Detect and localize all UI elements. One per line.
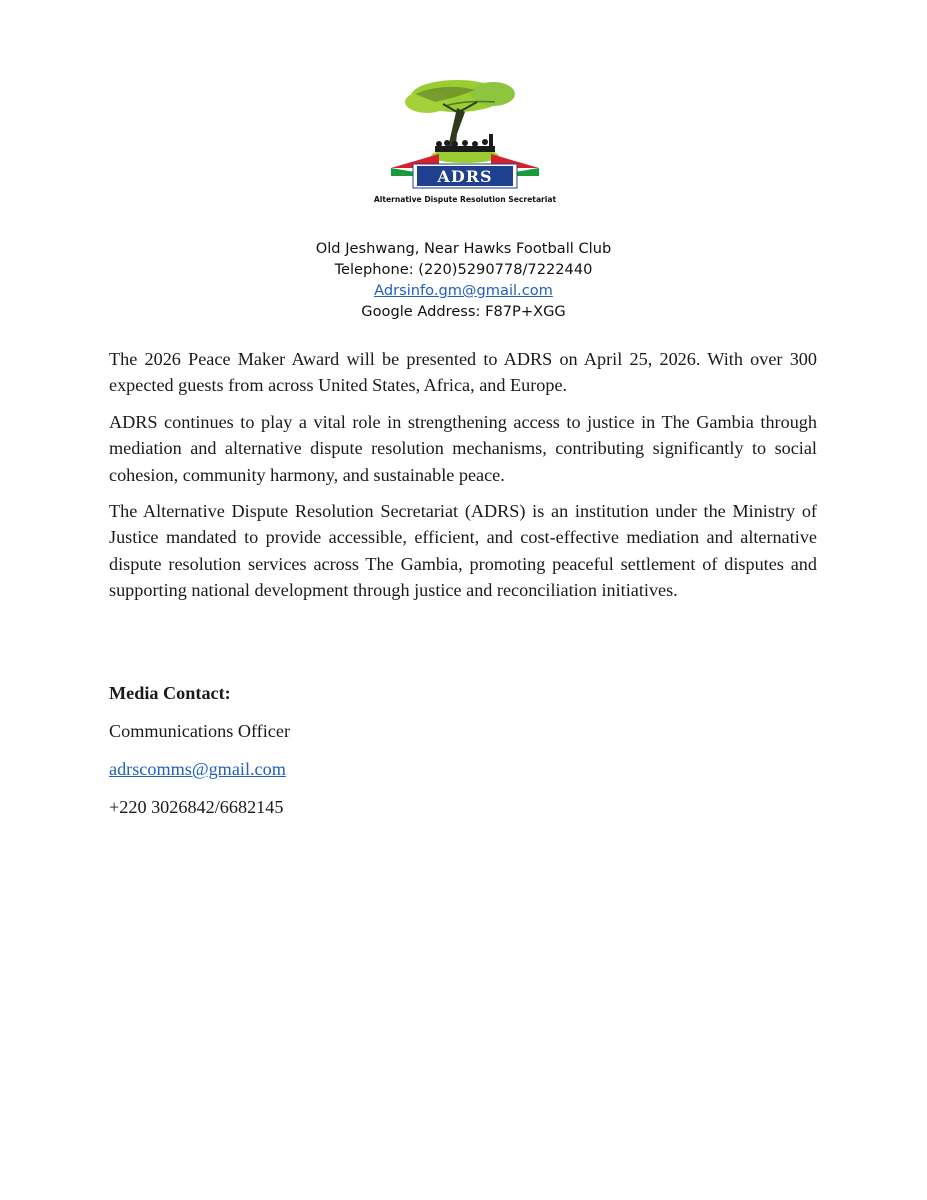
press-release-body — [109, 346, 817, 614]
address-block — [0, 238, 927, 322]
media-contact-heading: Media Contact: — [109, 683, 231, 703]
paragraph-about: The Alternative Dispute Resolution Secretariat (ADRS) is an institution under the Ministry of Justice mandated to provide accessible, efficient, and cost-effective mediation and alternative dispute resolution services across The Gambia, promoting peaceful settlement of disputes and supporting national development through justice and reconciliation initiatives. — [109, 501, 817, 601]
paragraph-role: ADRS continues to play a vital role in strengthening access to justice in The Gambia through mediation and alternative dispute resolution mechanisms, contributing significantly to social cohesion, community harmony, and sustainable peace. — [109, 411, 817, 485]
office-email-link[interactable]: Adrsinfo.gm@gmail.com — [374, 282, 553, 299]
paragraph-award: The 2026 Peace Maker Award will be presented to ADRS on April 25, 2026. With over 300 expected guests from across United States, Africa, and Europe. — [109, 349, 817, 396]
tree-logo-icon — [373, 72, 557, 210]
address-line: Old Jeshwang, Near Hawks Football Club — [315, 240, 612, 257]
media-contact — [109, 680, 817, 832]
google-address-line: Google Address: F87P+XGG — [361, 303, 566, 320]
telephone-line: Telephone: (220)5290778/7222440 — [334, 261, 593, 278]
logo-acronym: ADRS — [437, 167, 493, 186]
logo-caption: Alternative Dispute Resolution Secretariat — [373, 195, 557, 204]
contact-phone: +220 3026842/6682145 — [109, 797, 284, 817]
contact-email-link[interactable]: adrscomms@gmail.com — [109, 759, 286, 779]
adrs-logo — [373, 72, 557, 210]
contact-role: Communications Officer — [109, 721, 290, 741]
